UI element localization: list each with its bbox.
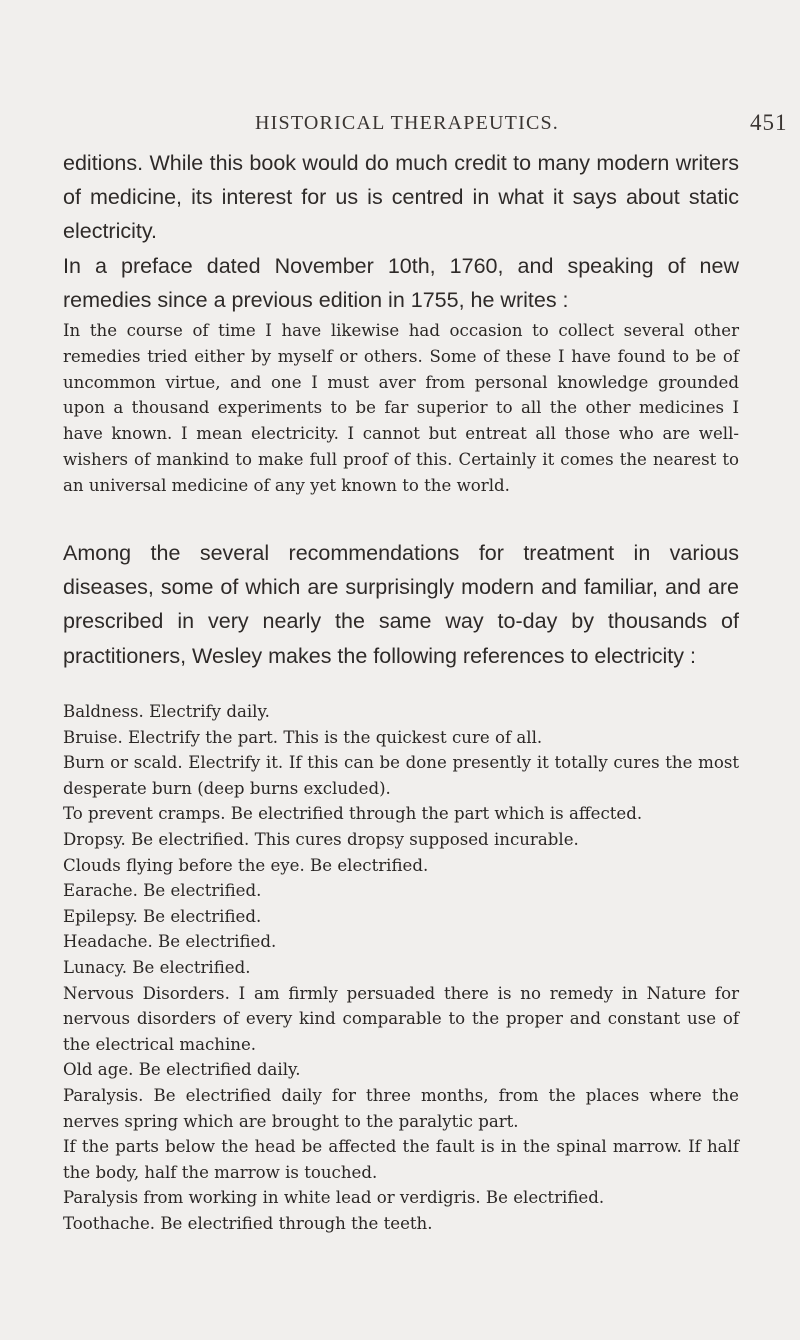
intro-paragraph-2: In a preface dated November 10th, 1760, and speaking of new remedies since a previous edition in 1755, he writes : — [63, 253, 739, 312]
remedies-list — [63, 699, 739, 1236]
middle-section — [63, 536, 739, 673]
list-item: Earache. Be electrified. — [63, 881, 262, 901]
list-item: Dropsy. Be electrified. This cures dropsy supposed incurable. — [63, 829, 579, 849]
list-item: Headache. Be electrified. — [63, 932, 277, 952]
list-item: To prevent cramps. Be electrified through the part which is affected. — [63, 804, 643, 824]
middle-paragraph: Among the several recommendations for treatment in various diseases, some of which are surprisingly modern and familiar, and are prescribed in very nearly the same way to-day by thousands of practitioners, Wesley makes the following references to electricity : — [63, 541, 739, 668]
list-item: Lunacy. Be electrified. — [63, 957, 251, 977]
quotation-block — [63, 318, 739, 499]
running-header — [0, 112, 800, 142]
list-item: Paralysis from working in white lead or verdigris. Be electrified. — [63, 1188, 605, 1208]
quotation-text: In the course of time I have likewise had occasion to collect several other remedies tried either by myself or others. Some of these I have found to be of uncommon virtue, and one I must aver from personal knowledge grounded upon a thousand experiments to be far superior to all the other medicines I have known. I mean electricity. I cannot but entreat all those who are well-wishers of mankind to make full proof of this. Certainly it comes the nearest to an universal medicine of any yet known to the world. — [63, 321, 739, 495]
list-item: Clouds flying before the eye. Be electrified. — [63, 855, 429, 875]
list-item: If the parts below the head be affected the fault is in the spinal marrow. If half the body, half the marrow is touched. — [63, 1137, 739, 1182]
list-item: Epilepsy. Be electrified. — [63, 906, 262, 926]
page-number: 451 — [750, 110, 788, 135]
list-item: Toothache. Be electrified through the teeth. — [63, 1213, 433, 1233]
header-title: HISTORICAL THERAPEUTICS. — [255, 112, 560, 134]
list-item: Bruise. Electrify the part. This is the quickest cure of all. — [63, 727, 543, 747]
list-item: Old age. Be electrified daily. — [63, 1060, 301, 1080]
list-item: Baldness. Electrify daily. — [63, 702, 270, 721]
list-item: Burn or scald. Electrify it. If this can be done presently it totally cures the most desperate burn (deep burns excluded). — [63, 753, 739, 798]
intro-paragraph-1: editions. While this book would do much credit to many modern writers of medicine, its interest for us is centred in what it says about static electricity. — [63, 151, 739, 244]
intro-section — [63, 146, 739, 317]
list-item: Paralysis. Be electrified daily for three months, from the places where the nerves spring which are brought to the paralytic part. — [63, 1085, 739, 1131]
list-item: Nervous Disorders. I am firmly persuaded there is no remedy in Nature for nervous disorders of every kind comparable to the proper and constant use of the electrical machine. — [63, 983, 739, 1054]
